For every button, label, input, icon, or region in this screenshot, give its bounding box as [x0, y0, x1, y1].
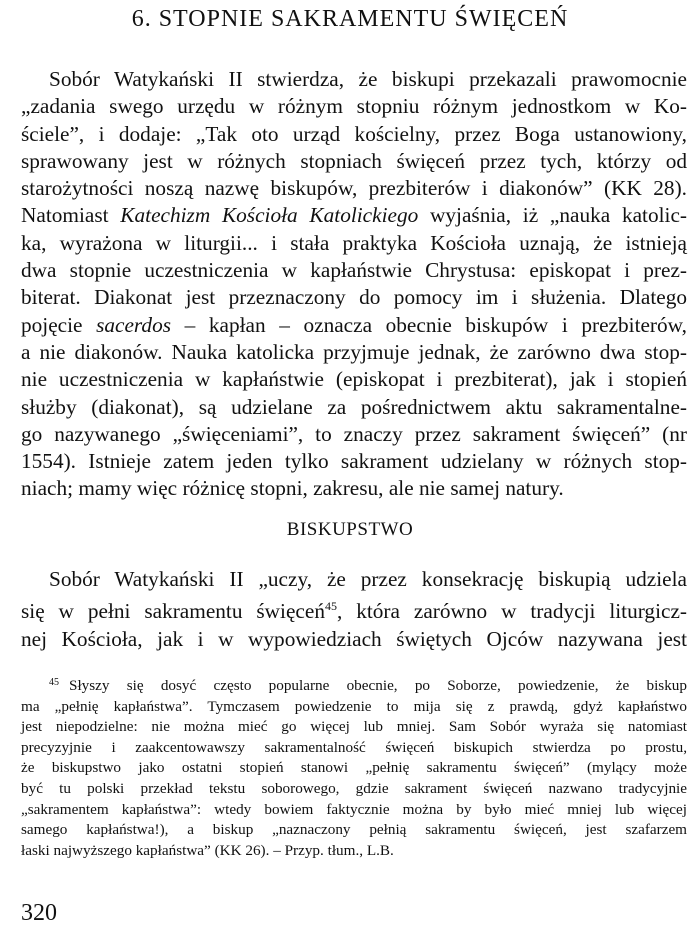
footnote-line: jest niepodzielne: nie można mieć go więcej lub mniej. Sam Sobór wyraża się natomiast	[21, 718, 687, 736]
text-line: Sobór Watykański II „uczy, że przez konsekrację biskupią udziela	[49, 567, 687, 591]
text-line: „zadania swego urzędu w różnym stopniu różnym jednostkom w Ko-	[21, 94, 687, 119]
text-segment: pojęcie	[21, 312, 97, 337]
text-segment: wyjaśnia, iż „nauka katolic-	[418, 203, 688, 228]
text-line: nie uczestniczenia w kapłaństwie (episkopat i prezbiterat), jak i stopień	[21, 367, 687, 392]
text-line	[21, 593, 687, 625]
footnote-line: być tu polski przekład tekstu soborowego, gdzie sakrament święceń nazwano tradycyjnie	[21, 779, 687, 797]
paragraph-2	[21, 566, 687, 653]
page-number: 320	[21, 900, 57, 926]
footnote-line: precyzyjnie i zaakcentowawszy sakramentalność święceń biskupich stwierdza po prostu,	[21, 738, 687, 756]
text-line	[21, 312, 687, 339]
text-line: sprawowany jest w różnych stopniach święceń przez tych, którzy od	[21, 148, 687, 173]
book-title-italic: Katechizm Kościoła Katolickiego	[120, 203, 419, 228]
latin-term-italic: sacerdos	[96, 312, 172, 337]
footnote-line: że biskupstwo jako ostatni stopień stanowi „pełnię sakramentu święceń” (mylący może	[21, 759, 687, 777]
text-line: a nie diakonów. Nauka katolicka przyjmuje jednak, że zarówno dwa stop-	[21, 339, 687, 364]
footnote-line: łaski najwyższego kapłaństwa” (KK 26). – Przyp. tłum., L.B.	[21, 841, 394, 859]
text-line: ściele”, i dodaje: „Tak oto urząd kościelny, przez Boga ustanowiony,	[21, 121, 687, 146]
text-segment: się w pełni sakramentu święceń	[21, 599, 325, 624]
text-line: Sobór Watykański II stwierdza, że biskupi przekazali prawomocnie	[49, 67, 687, 91]
text-line: nej Kościoła, jak i w wypowiedziach świętych Ojców nazywana jest	[21, 626, 687, 651]
text-line	[21, 202, 687, 229]
section-heading: BISKUPSTWO	[286, 519, 414, 540]
paragraph-1	[21, 66, 687, 503]
footnote-line: ma „pełnię kapłaństwa”. Tymczasem powiedzenie to mija się z prawdą, gdyż kapłaństwo	[21, 697, 687, 715]
footnote-line: „sakramentem kapłaństwa”: wtedy bowiem faktycznie można by było mieć mniej lub więcej	[21, 800, 687, 818]
text-segment: Słyszy się dosyć często popularne obecnie, po Soborze, powiedzenie, że biskup	[69, 677, 687, 694]
text-line: 1554). Istnieje zatem jeden tylko sakrament udzielany w różnych stop-	[21, 449, 687, 474]
footnote-marker: 45	[49, 677, 59, 688]
text-segment: , która zarówno w tradycji liturgicz-	[336, 599, 687, 624]
text-line: służby (diakonat), są udzielane za pośrednictwem aktu sakramentalne-	[21, 394, 687, 419]
footnote-line: samego kapłaństwa!), a biskup „naznaczony pełnią sakramentu święceń, jest szafarzem	[21, 821, 687, 839]
footnote-line	[21, 673, 687, 697]
footnote	[21, 673, 687, 861]
text-segment: – kapłan – oznacza obecnie biskupów i prezbiterów,	[171, 312, 687, 337]
footnote-reference[interactable]: 45	[324, 599, 337, 614]
text-line: biterat. Diakonat jest przeznaczony do pomocy im i służenia. Dlatego	[21, 285, 687, 310]
text-line: go nazywanego „święceniami”, to znaczy przez sakrament święceń” (nr	[21, 421, 687, 446]
chapter-title: 6. STOPNIE SAKRAMENTU ŚWIĘCEŃ	[131, 6, 569, 32]
text-segment: Natomiast	[21, 203, 121, 228]
text-line: niach; mamy więc różnicę stopni, zakresu, ale nie samej natury.	[21, 476, 564, 501]
text-line: starożytności noszą nazwę biskupów, prezbiterów i diakonów” (KK 28).	[21, 176, 687, 201]
text-line: dwa stopnie uczestniczenia w kapłaństwie Chrystusa: episkopat i prez-	[21, 258, 687, 283]
text-line: ka, wyrażona w liturgii... i stała praktyka Kościoła uznają, że istnieją	[21, 230, 687, 255]
